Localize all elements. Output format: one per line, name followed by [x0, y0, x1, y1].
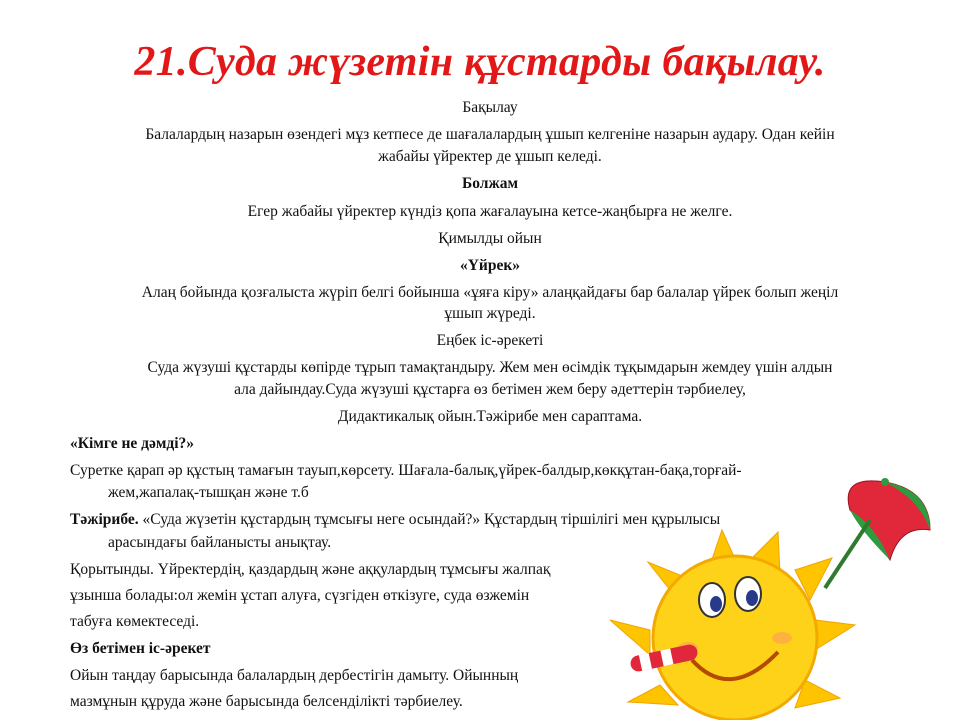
conclusion-2: ұзынша болады:ол жемін ұстап алуға, сүзгіден өткізуге, суда өзжемін: [70, 587, 530, 604]
conclusion-3: табуға көмектеседі.: [70, 613, 200, 630]
game-text-2: ұшып жүреді.: [444, 305, 536, 322]
independent-text-1: Ойын таңдау барысында балалардың дербестігін дамыту. Ойынның: [70, 667, 519, 684]
hypothesis-heading: Болжам: [461, 175, 519, 192]
hypothesis-text: Егер жабайы үйректер күндіз қопа жағалауына кетсе-жаңбырға не желге.: [247, 203, 733, 220]
observation-text-1: Балалардың назарын өзендегі мұз кетпесе де шағалалардың ұшып келгеніне назарын аудару. Одан кейін: [145, 126, 835, 143]
page-title: 21.Суда жүзетін құстарды бақылау.: [134, 39, 826, 85]
independent-text-2: мазмұнын құруда және барысында белсенділікті тәрбиелеу.: [70, 693, 463, 710]
didactic-line: Дидактикалық ойын.Тәжірибе мен сараптама.: [337, 408, 643, 425]
game-heading: Қимылды ойын: [438, 230, 542, 247]
umbrella-icon: [825, 478, 930, 588]
game-name: «Үйрек»: [459, 257, 521, 274]
work-text-2: ала дайындау.Суда жүзуші құстарға өз бетімен жем беру әдеттерін тәрбиелеу,: [234, 381, 746, 398]
experiment-text-2: арасындағы байланысты анықтау.: [108, 534, 332, 551]
didactic-text-2: жем,жапалақ-тышқан және т.б: [108, 484, 309, 501]
didactic-game-title: «Кімге не дәмді?»: [70, 435, 195, 452]
game-text-1: Алаң бойында қозғалыста жүріп белгі бойынша «ұяға кіру» алаңқайдағы бар балалар үйрек болып жеңіл: [141, 284, 839, 301]
work-heading: Еңбек іс-әрекеті: [436, 332, 544, 349]
work-text-1: Суда жүзуші құстарды көпірде тұрып тамақтандыру. Жем мен өсімдік тұқымдарын жемдеу үшін алдын: [147, 359, 833, 376]
experiment-label: Тәжірибе.: [70, 511, 139, 528]
independent-heading: Өз бетімен іс-әрекет: [70, 640, 211, 657]
sun-face: [653, 556, 817, 720]
didactic-text-1: Суретке қарап әр құстың тамағын тауып,көрсету. Шағала-балық,үйрек-балдыр,көкқұтан-бақа,торғай-: [70, 462, 742, 479]
conclusion-1: Қорытынды. Үйректердің, қаздардың және аққулардың тұмсығы жалпақ: [70, 561, 551, 578]
observation-text-2: жабайы үйректер де ұшып келеді.: [378, 148, 602, 165]
experiment-text-1: «Суда жүзетін құстардың тұмсығы неге осындай?» Құстардың тіршілігі мен құрылысы: [138, 511, 721, 528]
observation-heading: Бақылау: [462, 99, 518, 116]
sun-with-umbrella-icon: [600, 470, 960, 720]
